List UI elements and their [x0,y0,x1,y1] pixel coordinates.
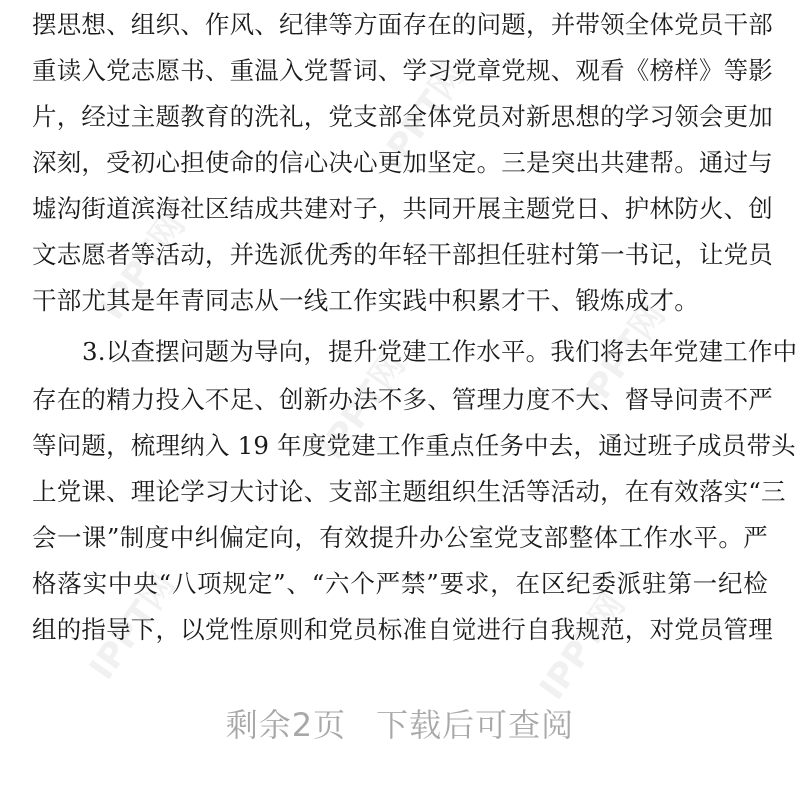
watermark: IPPT网 [82,566,184,688]
remaining-pages-label: 剩余2页 [225,706,347,744]
text-line: 组的指导下，以党性原则和党员标准自觉进行自我规范，对党员管理 [32,615,773,644]
text-line: 存在的精力投入不足、创新办法不多、管理力度不大、督导问责不严 [32,385,773,414]
watermark: IPPT网 [532,586,634,708]
text-line: 干部尤其是年青同志从一线工作实践中积累才干、锻炼成才。 [32,286,699,315]
text-line: 片，经过主题教育的洗礼，党支部全体党员对新思想的学习领会更加 [32,102,773,131]
watermark: IPPT网 [92,206,194,328]
download-to-view-label: 下载后可查阅 [376,706,575,744]
text-line: 文志愿者等活动，并选派优秀的年轻干部担任驻村第一书记，让党员 [32,240,773,269]
text-line: 会一课”制度中纠偏定向，有效提升办公室党支部整体工作水平。严 [32,523,768,552]
text-line: 摆思想、组织、作风、纪律等方面存在的问题，并带领全体党员干部 [32,10,773,39]
watermark: IPPT网 [572,296,674,418]
text-line: 格落实中央“八项规定”、“六个严禁”要求，在区纪委派驻第一纪检 [32,569,768,598]
text-line: 墟沟街道滨海社区结成共建对子，共同开展主题党日、护林防火、创 [32,194,773,223]
download-prompt-link[interactable] [0,700,800,746]
text-line: 上党课、理论学习大讨论、支部主题组织生活等活动，在有效落实“三 [32,477,786,506]
section-heading-line: 3.以查摆问题为导向，提升党建工作水平。我们将去年党建工作中 [82,337,798,366]
text-line: 等问题，梳理纳入 19 年度党建工作重点任务中去，通过班子成员带头 [32,431,796,460]
watermark: IPPT网 [312,346,414,468]
watermark: IPPT网 [372,56,474,178]
text-line: 深刻，受初心担使命的信心决心更加坚定。三是突出共建帮。通过与 [32,148,773,177]
text-line: 重读入党志愿书、重温入党誓词、学习党章党规、观看《榜样》等影 [32,56,773,85]
